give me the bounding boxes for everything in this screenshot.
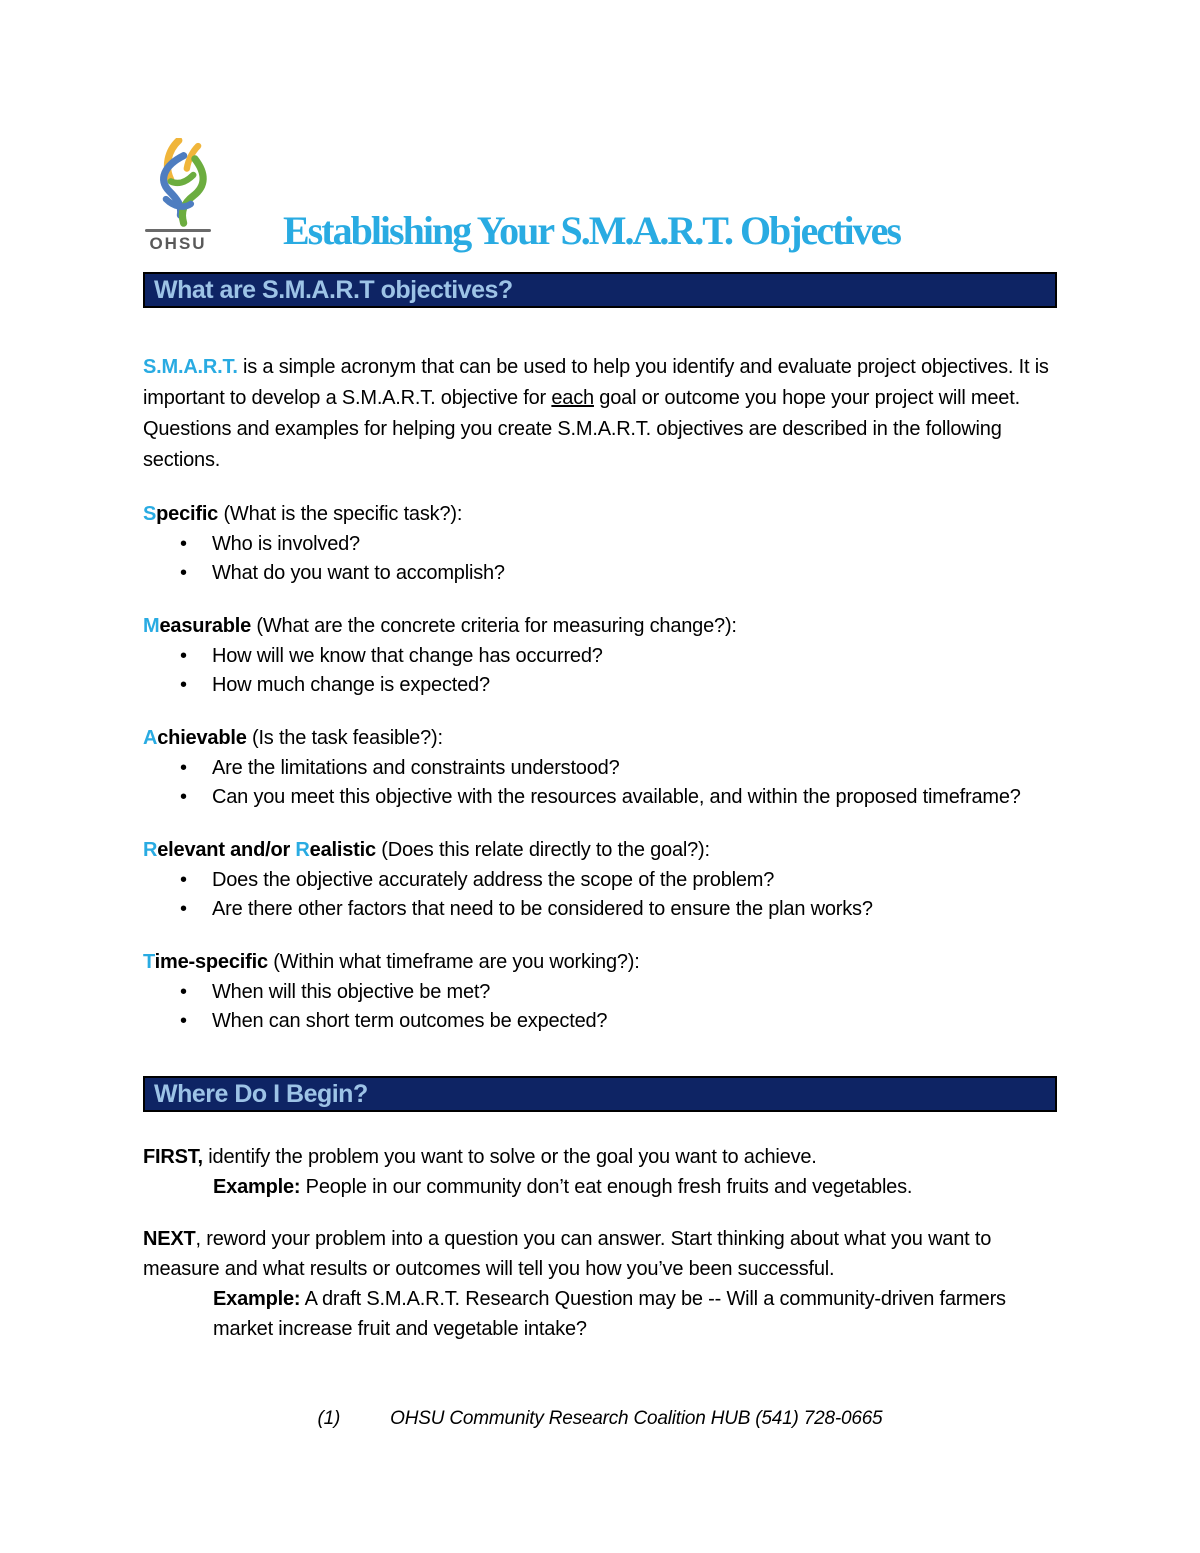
section-heading-where-begin — [143, 1076, 1057, 1112]
bullet-item: • What do you want to accomplish? — [180, 559, 1057, 588]
example-text: People in our community don’t eat enough fresh fruits and vegetables. — [300, 1176, 913, 1198]
example-label: Example: — [213, 1288, 301, 1310]
intro-text-1: is a simple acronym that can be used to help you identify and evaluate project objectives. It is important to develop a S.M.A.R.T. objective for — [143, 356, 1049, 409]
section-heading-label: Where Do I Begin? — [154, 1079, 368, 1108]
smart-item-specific — [143, 500, 1057, 588]
page-header — [143, 0, 1057, 254]
bullet-list-relevant — [143, 866, 1057, 924]
example-text: A draft S.M.A.R.T. Research Question may be -- Will a community-driven farmers market increase fruit and vegetable intake? — [213, 1288, 1006, 1340]
bullet-item: • Are there other factors that need to be considered to ensure the plan works? — [180, 895, 1057, 924]
smart-paren-relevant: (Does this relate directly to the goal?): — [375, 839, 710, 861]
footer-page-number: (1) — [317, 1408, 341, 1429]
step-first-label: FIRST, — [143, 1146, 203, 1168]
logo-divider — [145, 229, 211, 232]
section-heading-what-are-smart — [143, 272, 1057, 308]
intro-text-2: goal or outcome you hope your project will meet. Questions and examples for helping you create S.M.A.R.T. objectives are described in the following sections. — [143, 387, 1020, 471]
smart-paren-time: (Within what timeframe are you working?): — [267, 951, 640, 973]
logo-wordmark: OHSU — [149, 234, 207, 253]
bullet-item: • How much change is expected? — [180, 671, 1057, 700]
smart-item-time-specific — [143, 948, 1057, 1036]
bullet-item: • How will we know that change has occurred? — [180, 642, 1057, 671]
smart-acronym: S.M.A.R.T. — [143, 356, 238, 378]
bullet-list-specific — [143, 530, 1057, 588]
example-label: Example: — [213, 1176, 301, 1198]
bullet-list-measurable — [143, 642, 1057, 700]
page-footer — [143, 1408, 1057, 1430]
bullet-item: • Can you meet this objective with the resources available, and within the proposed timeframe? — [180, 783, 1057, 812]
footer-org-text: OHSU Community Research Coalition HUB (541) 728-0665 — [390, 1408, 883, 1429]
smart-item-achievable — [143, 724, 1057, 812]
step-first-example — [143, 1172, 1057, 1202]
ohsu-flame-icon — [139, 138, 217, 228]
smart-paren-specific: (What is the specific task?): — [218, 503, 463, 525]
smart-item-measurable — [143, 612, 1057, 700]
bullet-item: • Does the objective accurately address the scope of the problem? — [180, 866, 1057, 895]
step-next — [143, 1224, 1057, 1284]
bullet-item: • When can short term outcomes be expected? — [180, 1007, 1057, 1036]
step-first — [143, 1142, 1057, 1172]
bullet-list-achievable — [143, 754, 1057, 812]
smart-paren-achievable: (Is the task feasible?): — [246, 727, 443, 749]
page-title: Establishing Your S.M.A.R.T. Objectives — [283, 208, 900, 253]
smart-term-specific: Specific (What is the specific task?): — [143, 503, 463, 525]
smart-item-relevant-realistic — [143, 836, 1057, 924]
smart-paren-measurable: (What are the concrete criteria for measuring change?): — [251, 615, 737, 637]
step-first-text: identify the problem you want to solve or the goal you want to achieve. — [202, 1146, 817, 1168]
smart-term-measurable: Measurable (What are the concrete criteria for measuring change?): — [143, 615, 737, 637]
intro-underlined-word: each — [551, 387, 594, 409]
smart-term-relevant-realistic: Relevant and/or Realistic (Does this relate directly to the goal?): — [143, 839, 710, 861]
step-next-text: , reword your problem into a question you can answer. Start thinking about what you want to measure and what results or outcomes will tell you how you’ve been successful. — [143, 1228, 992, 1280]
smart-term-achievable: Achievable (Is the task feasible?): — [143, 727, 443, 749]
intro-paragraph — [143, 352, 1057, 476]
step-next-label: NEXT — [143, 1228, 196, 1250]
step-next-example — [143, 1284, 1057, 1344]
ohsu-logo — [135, 138, 221, 254]
bullet-item: • Who is involved? — [180, 530, 1057, 559]
bullet-item: • Are the limitations and constraints understood? — [180, 754, 1057, 783]
smart-term-time-specific: Time-specific (Within what timeframe are you working?): — [143, 951, 640, 973]
bullet-list-time — [143, 978, 1057, 1036]
section-heading-label: What are S.M.A.R.T objectives? — [154, 275, 513, 304]
bullet-item: • When will this objective be met? — [180, 978, 1057, 1007]
